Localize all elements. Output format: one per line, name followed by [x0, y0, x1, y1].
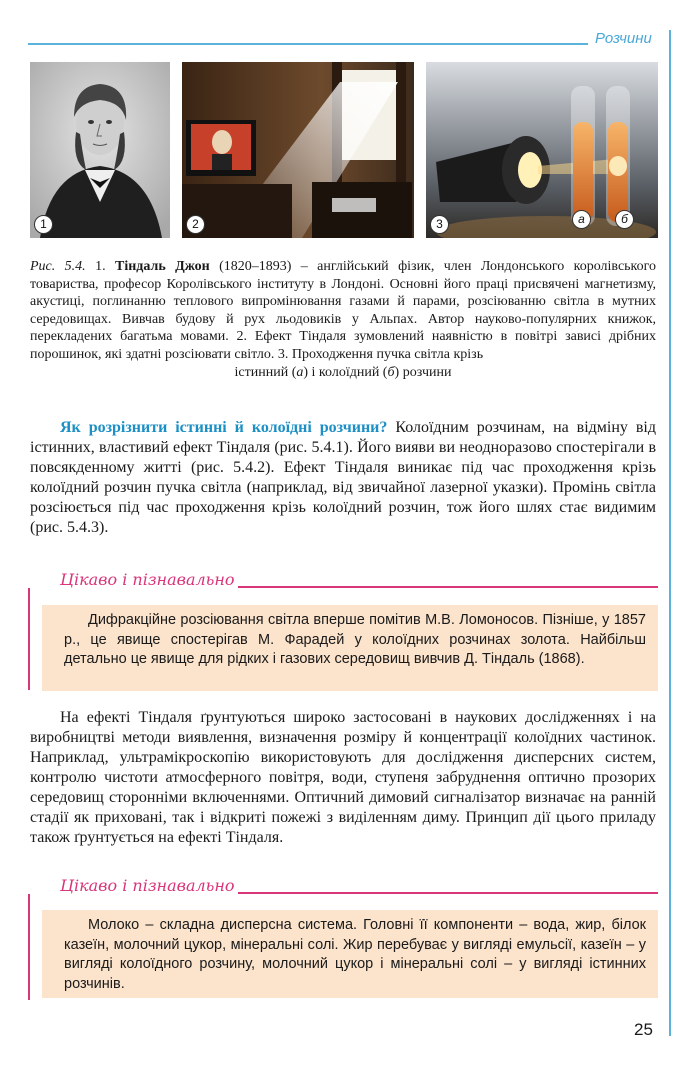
- paragraph-1: Як розрізнити істинні й колоїдні розчини? Колоїдним розчинам, на відміну від істинних, властивий ефект Тіндаля (рис. 5.4.1). Його вияви ви неодноразово спостерігали в повсякденному житті (рис. 5.4.2). Ефект Тіндаля виникає під час проходження крізь колоїдний розчин пучка світла (наприклад, від звичайної лазерної указки). Промінь світла розсіюється під час проходження крізь колоїдний розчин, тож його шлях стає видимим (рис. 5.4.3).: [30, 419, 656, 536]
- interesting-header-2: [28, 878, 658, 900]
- figure-badge-b: б: [615, 210, 634, 229]
- interesting-box-2: Молоко – складна дисперсна система. Головні її компоненти – вода, жир, білок казеїн, молочний цукор, мінеральні солі. Жир перебуває у вигляді емульсії, казеїн – у вигляді колоїдного розчину, молочний цукор і мінеральні солі – у вигляді істинних розчинів.: [42, 910, 658, 998]
- figure-badge-1: 1: [34, 215, 53, 234]
- interesting-title-1: Цікаво і пізнавально: [60, 570, 235, 589]
- caption-num: 1.: [95, 259, 106, 274]
- interesting-header-1: [28, 572, 658, 594]
- figure-caption: [30, 258, 656, 381]
- interesting-border-2: [28, 894, 30, 1000]
- caption-last-line: істинний (а) і колоїдний (б) розчини: [234, 364, 452, 380]
- room-photo: [182, 62, 414, 238]
- header-rule: [28, 43, 588, 45]
- portrait-photo: [30, 62, 170, 238]
- interesting-box-1: Дифракційне розсіювання світла вперше помітив М.В. Ломоносов. Пізніше, у 1857 р., це явище спостерігав М. Фарадей у колоїдних розчинах золота. Найбільш детально це явище для рідких і газових середовищ вивчив Д. Тіндаль (1868).: [42, 605, 658, 691]
- interesting-border-1: [28, 588, 30, 690]
- figure-badge-2: 2: [186, 215, 205, 234]
- tubes-photo: [426, 62, 658, 238]
- question: Як розрізнити істинні й колоїдні розчини?: [60, 419, 388, 436]
- header-title: Розчини: [595, 30, 652, 47]
- paragraph-2: На ефекті Тіндаля ґрунтуються широко застосовані в наукових дослідженнях і на виробництві методи виявлення, визначення розміру й концентрації колоїдних частинок. Наприклад, ультрамікроскопію використовують для дослідження дисперсних систем, контролю чистоти атмосферного повітря, води, ступеня забруднення оптично прозорих середовищ сторонніми включеннями. Оптичний димовий сигналізатор визначає на ранній стадії як приховані, так і відкриті пожежі з виділенням диму. Принцип дії цього приладу також ґрунтується на ефекті Тіндаля.: [30, 709, 656, 846]
- page-number: 25: [634, 1020, 653, 1039]
- side-rule: [669, 30, 671, 1036]
- caption-name: Тіндаль Джон: [114, 259, 210, 274]
- interesting-title-2: Цікаво і пізнавально: [60, 876, 235, 895]
- caption-text: (1820–1893) – англійський фізик, член Лондонського королівського товариства, професор Королівського інституту в Лондоні. Основні його праці присвячені магнетизму, акустиці, поглинанню теплового випромінювання газами й парами, розсіюванню світла в мутних середовищах. Вивчав будову й рух льодовиків у Альпах. Автор науково-популярних книжок, перекладених багатьма мовами. 2. Ефект Тіндаля зумовлений наявністю в повітрі зависі дрібних порошинок, які здатні розсіювати світло. 3. Проходження пучка світла крізь: [30, 259, 657, 362]
- figure-badge-3: 3: [430, 215, 449, 234]
- caption-label: Рис. 5.4.: [30, 259, 86, 274]
- figure-badge-a: а: [572, 210, 591, 229]
